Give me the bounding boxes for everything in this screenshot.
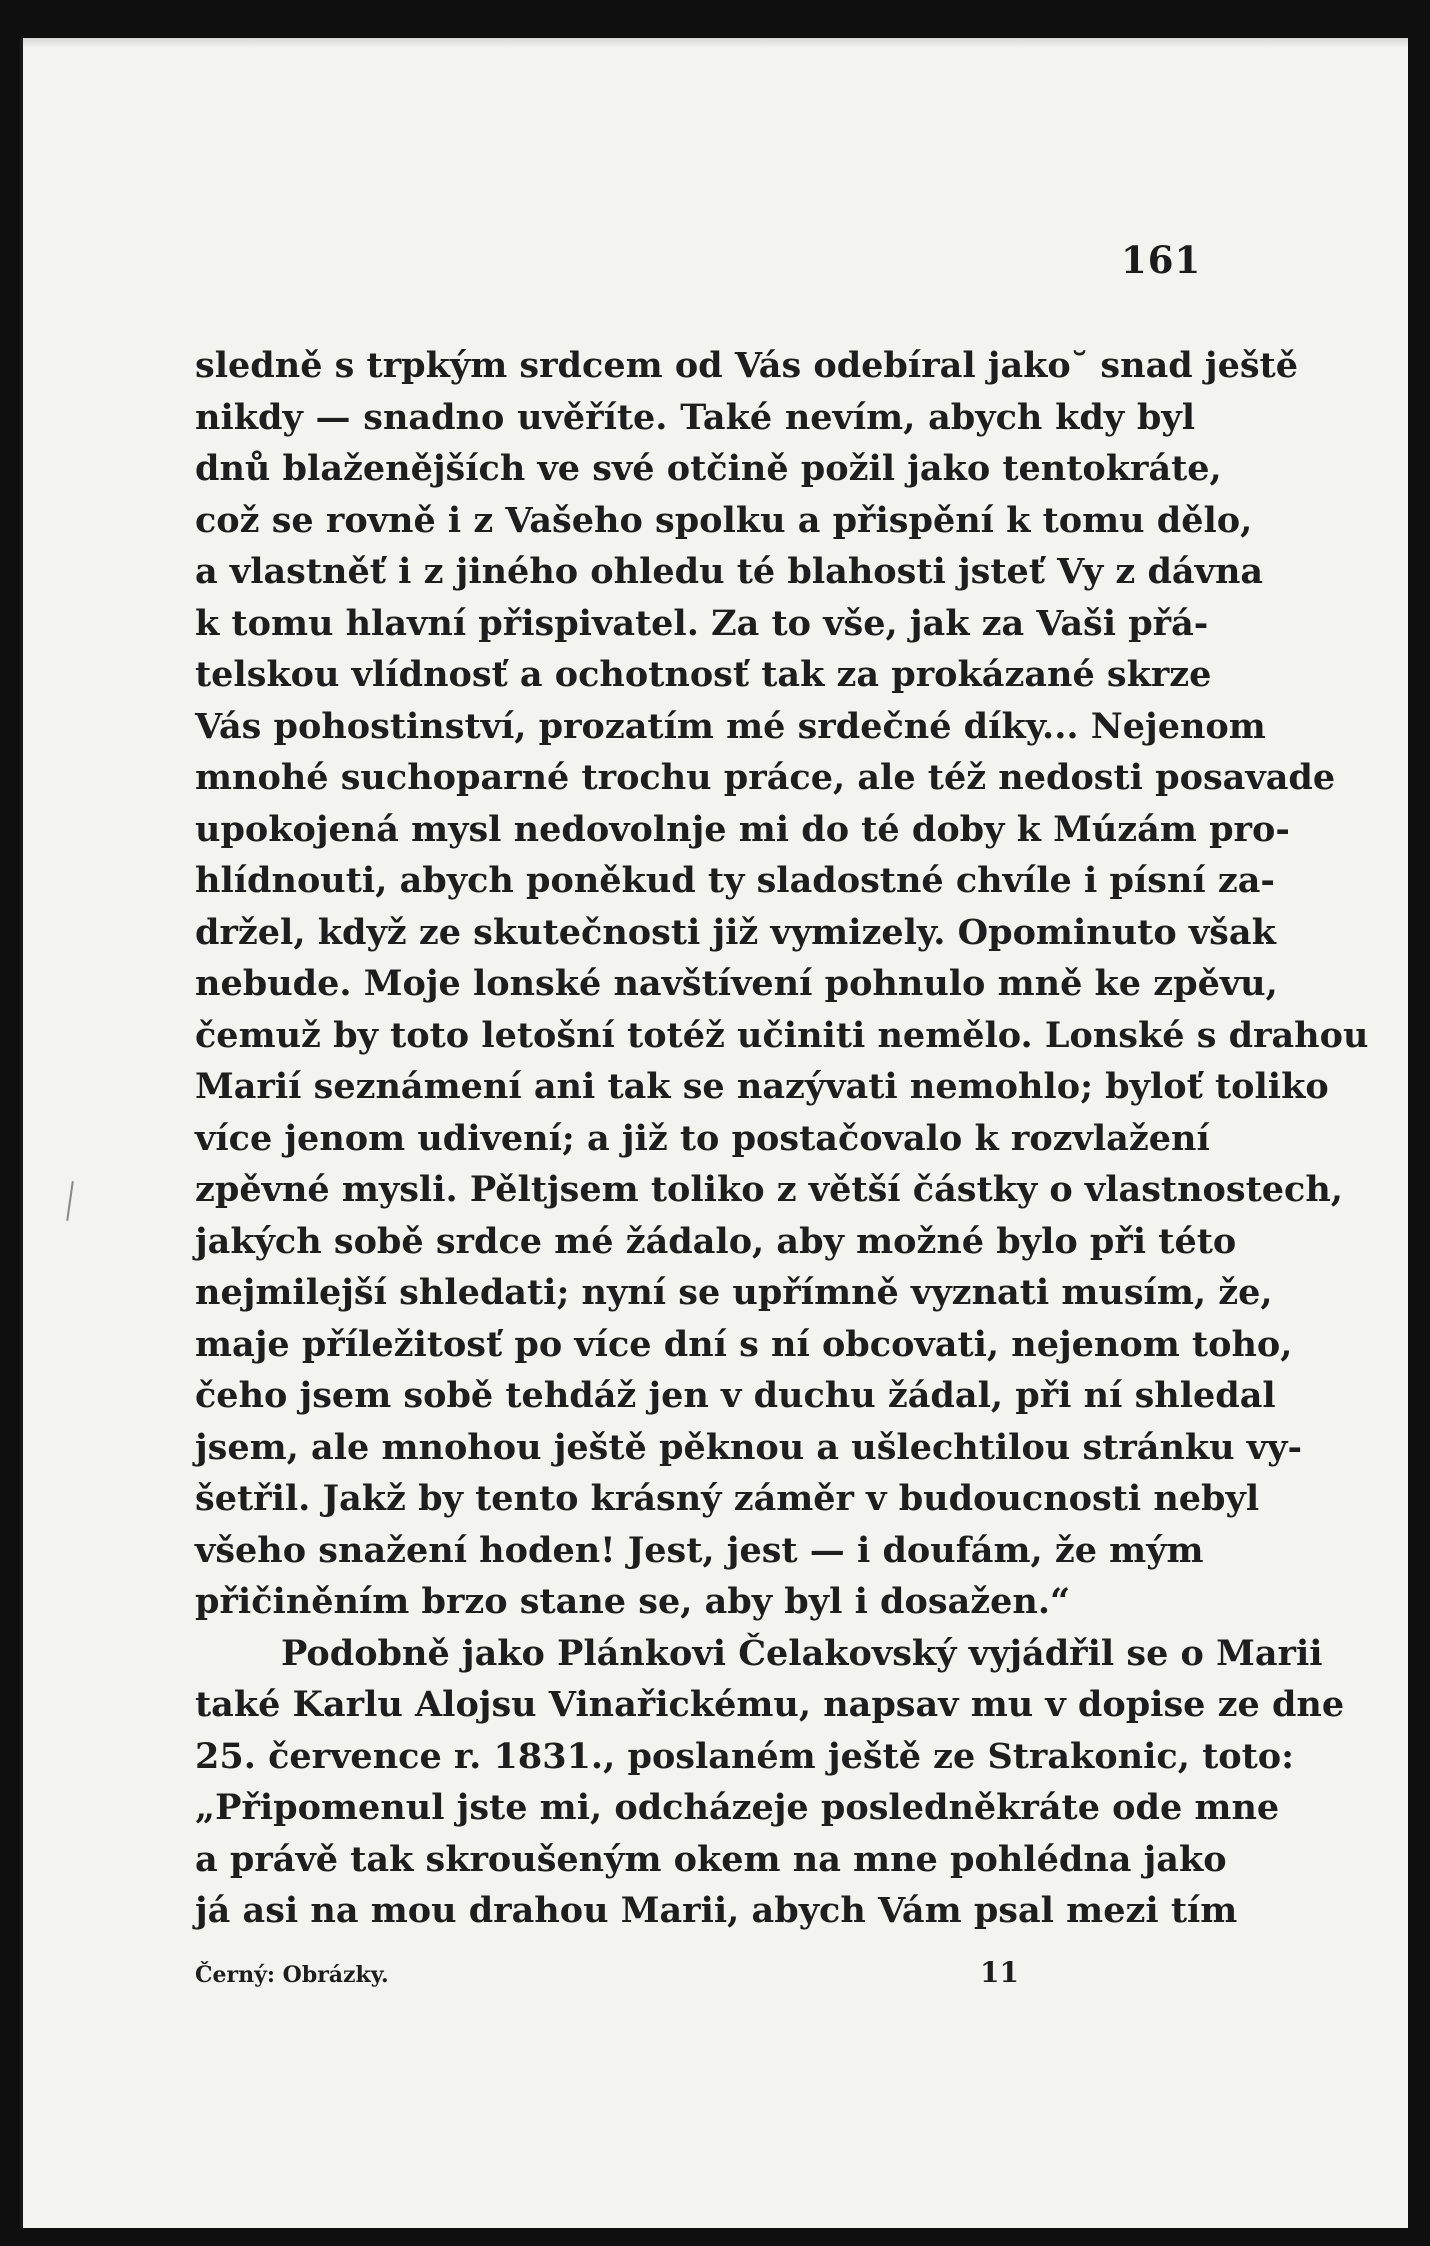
paragraph-start-line: Podobně jako Plánkovi Čelakovský vyjádřil se o Marii bbox=[281, 1632, 1323, 1674]
text-line: k tomu hlavní přispivatel. Za to vše, jak za Vaši přá- bbox=[195, 602, 1209, 644]
text-line: Vás pohostinství, prozatím mé srdečné díky... Nejenom bbox=[195, 705, 1266, 747]
text-line: Marií seznámení ani tak se nazývati nemohlo; byloť toliko bbox=[195, 1066, 1329, 1107]
text-line: jakých sobě srdce mé žádalo, aby možné bylo při této bbox=[195, 1220, 1237, 1262]
text-line: já asi na mou drahou Marii, abych Vám psal mezi tím bbox=[195, 1890, 1238, 1931]
page-number: 161 bbox=[1121, 238, 1202, 282]
text-line: mnohé suchoparné trochu práce, ale též nedosti posavade bbox=[195, 757, 1336, 798]
text-line: jsem, ale mnohou ještě pěknou a ušlechtilou stránku vy- bbox=[195, 1426, 1302, 1468]
text-line: zpěvné mysli. Pěltjsem toliko z větší částky o vlastnostech, bbox=[195, 1169, 1343, 1210]
text-line: nejmilejší shledati; nyní se upřímně vyznati musím, že, bbox=[195, 1272, 1273, 1313]
text-line: dnů blaženějších ve své otčině požil jako tentokráte, bbox=[195, 448, 1222, 489]
text-line: „Připomenul jste mi, odcházeje posledněkráte ode mne bbox=[195, 1787, 1280, 1828]
text-line: čeho jsem sobě tehdáž jen v duchu žádal, při ní shledal bbox=[195, 1375, 1276, 1416]
text-line: čemuž by toto letošní totéž učiniti nemělo. Lonské s drahou bbox=[195, 1014, 1369, 1056]
margin-mark bbox=[66, 1181, 74, 1221]
text-line: více jenom udivení; a již to postačovalo k rozvlažení bbox=[195, 1117, 1210, 1159]
text-line: šetřil. Jakž by tento krásný záměr v budoucnosti nebyl bbox=[195, 1478, 1260, 1519]
text-line: upokojená mysl nedovolnje mi do té doby k Múzám pro- bbox=[195, 808, 1290, 850]
text-line: nikdy — snadno uvěříte. Také nevím, abych kdy byl bbox=[195, 396, 1195, 438]
text-line: hlídnouti, abych poněkud ty sladostné chvíle i písní za- bbox=[195, 860, 1275, 901]
book-page bbox=[20, 38, 1408, 2228]
text-line: a vlastněť i z jiného ohledu té blahosti jsteť Vy z dávna bbox=[195, 551, 1264, 592]
footer-title: Černý: Obrázky. bbox=[195, 1962, 389, 1988]
scan-shadow bbox=[23, 38, 1408, 48]
body-text bbox=[195, 340, 1369, 1937]
text-line: také Karlu Alojsu Vinařickému, napsav mu v dopise ze dne bbox=[195, 1684, 1345, 1725]
text-line: a právě tak skroušeným okem na mne pohlédna jako bbox=[195, 1838, 1227, 1880]
text-line: nebude. Moje lonské navštívení pohnulo mně ke zpěvu, bbox=[195, 963, 1278, 1004]
text-line: telskou vlídnosť a ochotnosť tak za prokázané skrze bbox=[195, 654, 1212, 695]
text-line: sledně s trpkým srdcem od Vás odebíral jako˘ snad ještě bbox=[195, 345, 1298, 386]
text-line: 25. července r. 1831., poslaném ještě ze Strakonic, toto: bbox=[195, 1735, 1295, 1777]
text-line: maje příležitosť po více dní s ní obcovati, nejenom toho, bbox=[195, 1323, 1293, 1365]
text-line: držel, když ze skutečnosti již vymizely. Opominuto však bbox=[195, 911, 1276, 953]
text-line: všeho snažení hoden! Jest, jest — i doufám, že mým bbox=[195, 1529, 1204, 1571]
signature-mark: 11 bbox=[980, 1956, 1019, 1989]
text-line: což se rovně i z Vašeho spolku a přispění k tomu dělo, bbox=[195, 499, 1253, 541]
text-line: přičiněním brzo stane se, aby byl i dosažen.“ bbox=[195, 1581, 1071, 1622]
